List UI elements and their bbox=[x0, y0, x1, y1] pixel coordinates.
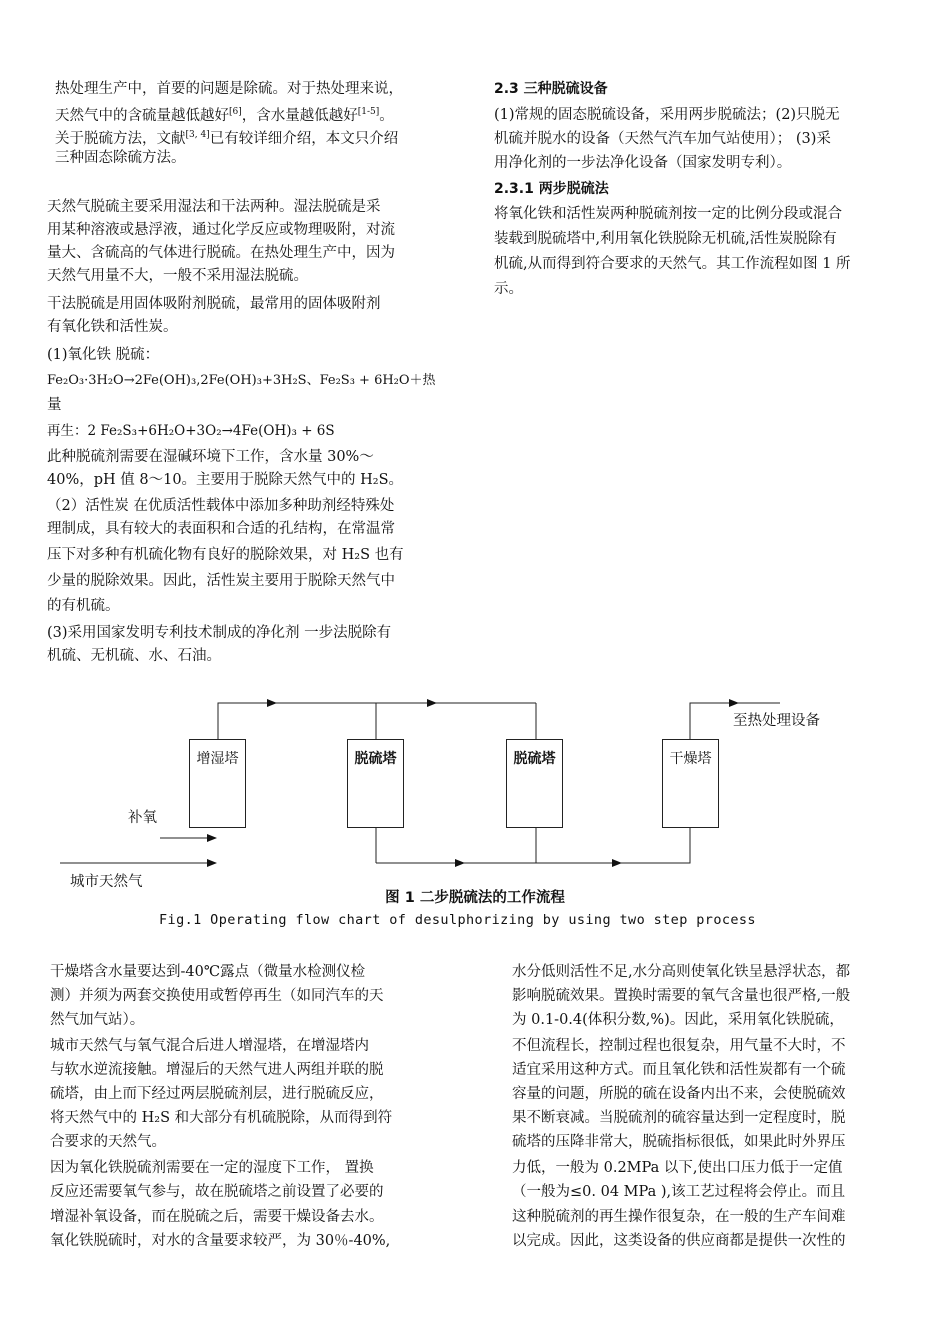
figure-caption-cn: 图 1 二步脱硫法的工作流程 bbox=[385, 890, 565, 906]
text-line: 机硫、无机硫、水、石油。 bbox=[47, 648, 221, 664]
desulfurization-tower-1: 脱硫塔 bbox=[347, 739, 404, 828]
text-line: 城市天然气与氧气混合后进人增湿塔，在增湿塔内 bbox=[50, 1038, 369, 1054]
citation: [6] bbox=[229, 107, 242, 117]
text-line: 反应还需要氧气参与，故在脱硫塔之前设置了必要的 bbox=[50, 1184, 384, 1200]
text-line: 此种脱硫剂需要在湿碱环境下工作，含水量 30%～ bbox=[47, 449, 374, 465]
text-line: 天然气脱硫主要采用湿法和干法两种。湿法脱硫是采 bbox=[47, 199, 381, 215]
text-line: 测）并须为两套交换使用或暂停再生（如同汽车的天 bbox=[50, 988, 384, 1004]
text-line: (1)常规的固态脱硫设备，采用两步脱硫法；(2)只脱无 bbox=[494, 107, 840, 123]
citation: [1-5] bbox=[357, 107, 380, 117]
text-line: 的有机硫。 bbox=[47, 598, 120, 614]
oxygen-label: 补氧 bbox=[128, 810, 157, 826]
gas-inlet-label: 城市天然气 bbox=[70, 874, 143, 890]
humidifier-tower: 增湿塔 bbox=[189, 739, 246, 828]
text-line: 与软水逆流接触。增湿后的天然气进人两组并联的脱 bbox=[50, 1062, 384, 1078]
text-line: 适宜采用这种方式。而且氧化铁和活性炭都有一个硫 bbox=[512, 1062, 846, 1078]
text-line: (1)氧化铁 脱硫： bbox=[47, 347, 160, 363]
text-line: 量大、含硫高的气体进行脱硫。在热处理生产中，因为 bbox=[47, 245, 395, 261]
bottom-pipe bbox=[376, 828, 690, 863]
text-line: 装载到脱硫塔中,利用氧化铁脱除无机硫,活性炭脱除有 bbox=[494, 231, 837, 247]
text-line: 关于脱硫方法，文献[3, 4]已有较详细介绍，本文只介绍 bbox=[55, 130, 399, 147]
text-line: 增湿补氧设备，而在脱硫之后，需要干燥设备去水。 bbox=[50, 1209, 384, 1225]
text-line: 40%，pH 值 8～10。主要用于脱除天然气中的 H₂S。 bbox=[47, 472, 404, 488]
text-line: 影响脱硫效果。置换时需要的氧气含量也很严格,一般 bbox=[512, 988, 851, 1004]
text-line: 硫塔，由上而下经过两层脱硫剂层，进行脱硫反应， bbox=[50, 1086, 384, 1102]
drying-tower: 干燥塔 bbox=[662, 739, 719, 828]
text-line: 然气加气站）。 bbox=[50, 1012, 145, 1028]
text-line: 硫塔的压降非常大，脱硫指标很低，如果此时外界压 bbox=[512, 1134, 846, 1150]
text-line: 容量的问题，所脱的硫在设备内出不来，会使脱硫效 bbox=[512, 1086, 846, 1102]
text-line: 有氧化铁和活性炭。 bbox=[47, 319, 178, 335]
text-line: 热处理生产中，首要的问题是除硫。对于热处理来说， bbox=[55, 81, 403, 97]
figure-caption-en: Fig.1 Operating flow chart of desulphorizing by using two step process bbox=[159, 912, 756, 928]
text-line: 干燥塔含水量要达到-40℃露点（微量水检测仪检 bbox=[50, 964, 366, 980]
text-line: 压下对多种有机硫化物有良好的脱除效果，对 H₂S 也有 bbox=[47, 547, 404, 563]
text-line: 干法脱硫是用固体吸附剂脱硫，最常用的固体吸附剂 bbox=[47, 296, 381, 312]
desulfurization-tower-2: 脱硫塔 bbox=[506, 739, 563, 828]
text-line: 水分低则活性不足,水分高则使氧化铁呈悬浮状态，都 bbox=[512, 964, 851, 980]
text-line: 合要求的天然气。 bbox=[50, 1134, 166, 1150]
text-line: 机硫并脱水的设备（天然气汽车加气站使用）； (3)采 bbox=[494, 131, 831, 147]
text-line: 天然气中的含硫量越低越好[6]，含水量越低越好[1-5]。 bbox=[55, 107, 394, 124]
text-line: 果不断衰减。当脱硫剂的硫容量达到一定程度时，脱 bbox=[512, 1110, 846, 1126]
text-line: 力低，一般为 0.2MPa 以下,使出口压力低于一定值 bbox=[512, 1160, 843, 1176]
formula: 再生：2 Fe₂S₃+6H₂O+3O₂→4Fe(OH)₃ + 6S bbox=[47, 423, 335, 439]
citation: [3, 4] bbox=[185, 130, 210, 140]
text-line: 不但流程长，控制过程也很复杂，用气量不大时，不 bbox=[512, 1038, 846, 1054]
text-line: 少量的脱除效果。因此，活性炭主要用于脱除天然气中 bbox=[47, 573, 395, 589]
section-heading: 2.3 三种脱硫设备 bbox=[494, 81, 608, 97]
text-line: 为 0.1-0.4(体积分数,%)。因此，采用氧化铁脱硫， bbox=[512, 1012, 844, 1028]
top-pipe bbox=[218, 703, 536, 739]
text-line: （一般为≤0. 04 MPa ),该工艺过程将会停止。而且 bbox=[512, 1184, 846, 1200]
text-line: 因为氧化铁脱硫剂需要在一定的湿度下工作， 置换 bbox=[50, 1160, 374, 1176]
text-line: 用某种溶液或悬浮液，通过化学反应或物理吸附，对流 bbox=[47, 222, 395, 238]
text-line: 将天然气中的 H₂S 和大部分有机硫脱除，从而得到符 bbox=[50, 1110, 393, 1126]
text-line: 将氧化铁和活性炭两种脱硫剂按一定的比例分段或混合 bbox=[494, 206, 842, 222]
text-line: 用净化剂的一步法净化设备（国家发明专利）。 bbox=[494, 155, 792, 171]
text-line: 示。 bbox=[494, 281, 523, 297]
text-line: （2）活性炭 在优质活性载体中添加多种助剂经特殊处 bbox=[47, 498, 395, 514]
outlet-label: 至热处理设备 bbox=[733, 713, 820, 729]
text-line: 量 bbox=[47, 397, 62, 413]
formula: Fe₂O₃·3H₂O→2Fe(OH)₃,2Fe(OH)₃+3H₂S、Fe₂S₃ + 6H₂O＋热 bbox=[47, 373, 436, 388]
subsection-heading: 2.3.1 两步脱硫法 bbox=[494, 181, 609, 197]
text-line: 以完成。因此，这类设备的供应商都是提供一次性的 bbox=[512, 1233, 846, 1249]
text-line: (3)采用国家发明专利技术制成的净化剂 一步法脱除有 bbox=[47, 625, 392, 641]
text-line: 氧化铁脱硫时，对水的含量要求较严，为 30％-40%, bbox=[50, 1233, 391, 1249]
text-line: 三种固态除硫方法。 bbox=[55, 150, 186, 166]
text-line: 理制成，具有较大的表面积和合适的孔结构，在常温常 bbox=[47, 521, 395, 537]
text-line: 天然气用量不大，一般不采用湿法脱硫。 bbox=[47, 268, 308, 284]
text-line: 机硫,从而得到符合要求的天然气。其工作流程如图 1 所 bbox=[494, 256, 851, 272]
text-line: 这种脱硫剂的再生操作很复杂，在一般的生产车间难 bbox=[512, 1209, 846, 1225]
